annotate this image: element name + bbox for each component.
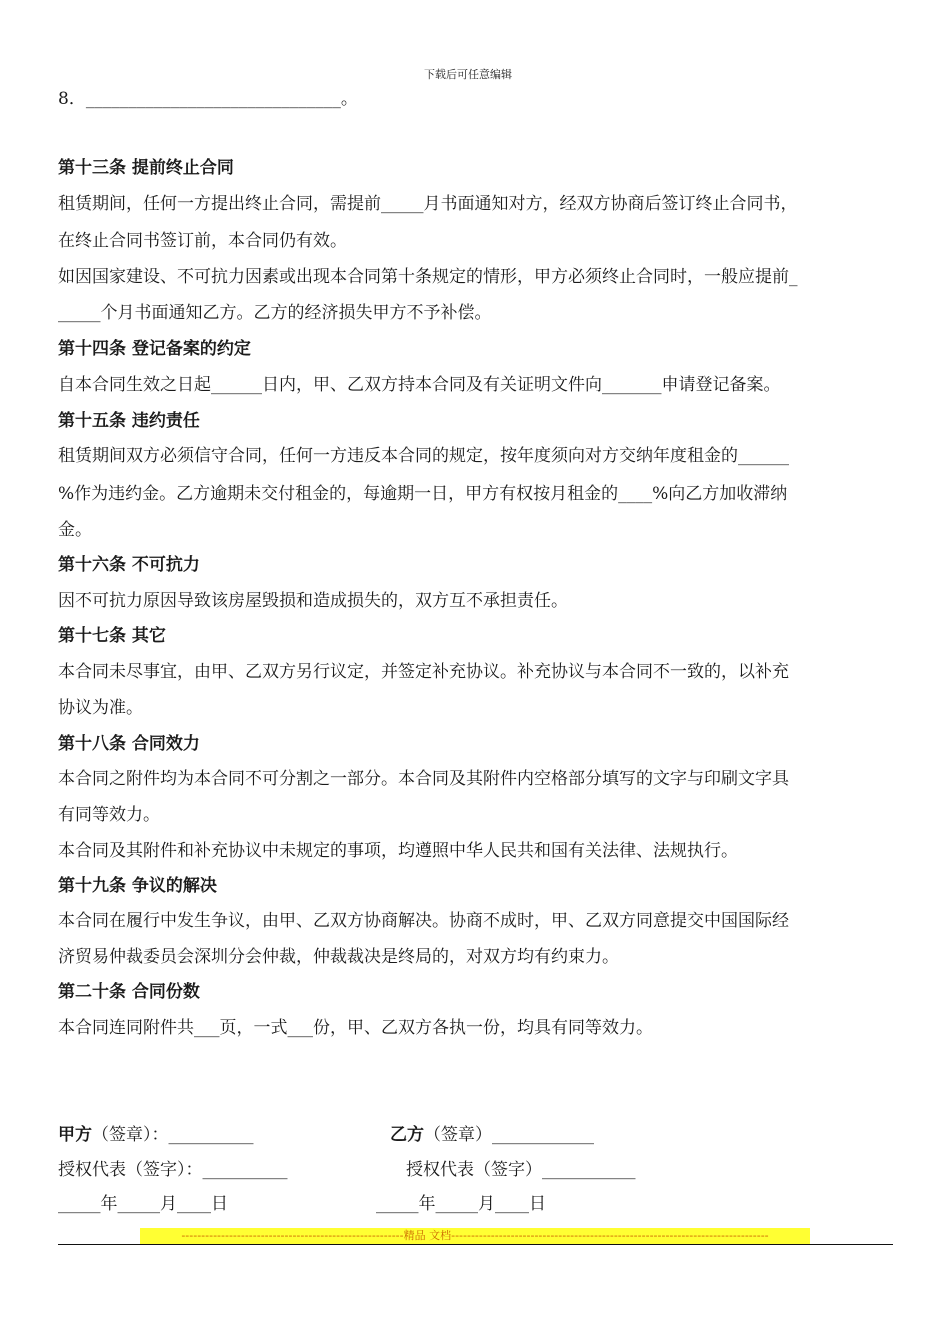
article-13-line-4: _____个月书面通知乙方。乙方的经济损失甲方不予补偿。	[58, 303, 492, 323]
party-b-seal-text: （签章）____________	[424, 1125, 594, 1145]
article-18-line-2: 有同等效力。	[58, 805, 160, 825]
party-b-label: 乙方	[390, 1125, 424, 1145]
header-note: 下载后可任意编辑	[424, 68, 512, 81]
article-18-line-3: 本合同及其附件和补充协议中未规定的事项，均遵照中华人民共和国有关法律、法规执行。	[58, 841, 738, 861]
article-15-line-1: 租赁期间双方必须信守合同，任何一方违反本合同的规定，按年度须向对方交纳年度租金的______	[58, 446, 789, 466]
article-14-line-1: 自本合同生效之日起______日内，甲、乙双方持本合同及有关证明文件向_______申请登记备案。	[58, 375, 781, 395]
party-a-representative: 授权代表（签字）：__________	[58, 1160, 288, 1180]
article-14-title: 第十四条 登记备案的约定	[58, 339, 251, 359]
article-18-title: 第十八条 合同效力	[58, 734, 200, 754]
article-15-line-3: 金。	[58, 520, 92, 540]
article-13-line-1: 租赁期间，任何一方提出终止合同，需提前_____月书面通知对方，经双方协商后签订终止合同书，	[58, 194, 798, 214]
footer-watermark-bar: --------------------------------------------------------精品 文档--------------------------------------------------------------------------------	[140, 1228, 810, 1244]
party-a-seal-text: （签章）：__________	[92, 1125, 254, 1145]
article-19-title: 第十九条 争议的解决	[58, 876, 217, 896]
article-16-line-1: 因不可抗力原因导致该房屋毁损和造成损失的，双方互不承担责任。	[58, 591, 568, 611]
bottom-divider	[58, 1244, 893, 1245]
article-17-title: 第十七条 其它	[58, 626, 166, 646]
article-13-line-2: 在终止合同书签订前，本合同仍有效。	[58, 231, 347, 251]
party-a-label: 甲方	[58, 1125, 92, 1145]
item-8-line: 8．______________________________。	[58, 89, 358, 109]
article-17-line-2: 协议为准。	[58, 698, 143, 718]
party-b-representative: 授权代表（签字）___________	[406, 1160, 636, 1180]
article-16-title: 第十六条 不可抗力	[58, 555, 200, 575]
article-17-line-1: 本合同未尽事宜，由甲、乙双方另行议定，并签定补充协议。补充协议与本合同不一致的，以补充	[58, 662, 789, 682]
article-19-line-1: 本合同在履行中发生争议，由甲、乙双方协商解决。协商不成时，甲、乙双方同意提交中国国际经	[58, 911, 789, 931]
article-13-line-3: 如因国家建设、不可抗力因素或出现本合同第十条规定的情形，甲方必须终止合同时，一般应提前_	[58, 267, 798, 287]
article-15-line-2: %作为违约金。乙方逾期未交付租金的，每逾期一日，甲方有权按月租金的____%向乙方加收滞纳	[58, 484, 788, 504]
article-18-line-1: 本合同之附件均为本合同不可分割之一部分。本合同及其附件内空格部分填写的文字与印刷文字具	[58, 769, 789, 789]
party-a-seal-line	[58, 1120, 254, 1145]
article-15-title: 第十五条 违约责任	[58, 411, 200, 431]
article-20-title: 第二十条 合同份数	[58, 982, 200, 1002]
party-b-seal-line	[390, 1120, 594, 1145]
party-b-date: _____年_____月____日	[376, 1194, 546, 1214]
party-a-date: _____年_____月____日	[58, 1194, 228, 1214]
article-13-title: 第十三条 提前终止合同	[58, 158, 234, 178]
article-19-line-2: 济贸易仲裁委员会深圳分会仲裁，仲裁裁决是终局的，对双方均有约束力。	[58, 947, 619, 967]
article-20-line-1: 本合同连同附件共___页，一式___份，甲、乙双方各执一份，均具有同等效力。	[58, 1018, 653, 1038]
